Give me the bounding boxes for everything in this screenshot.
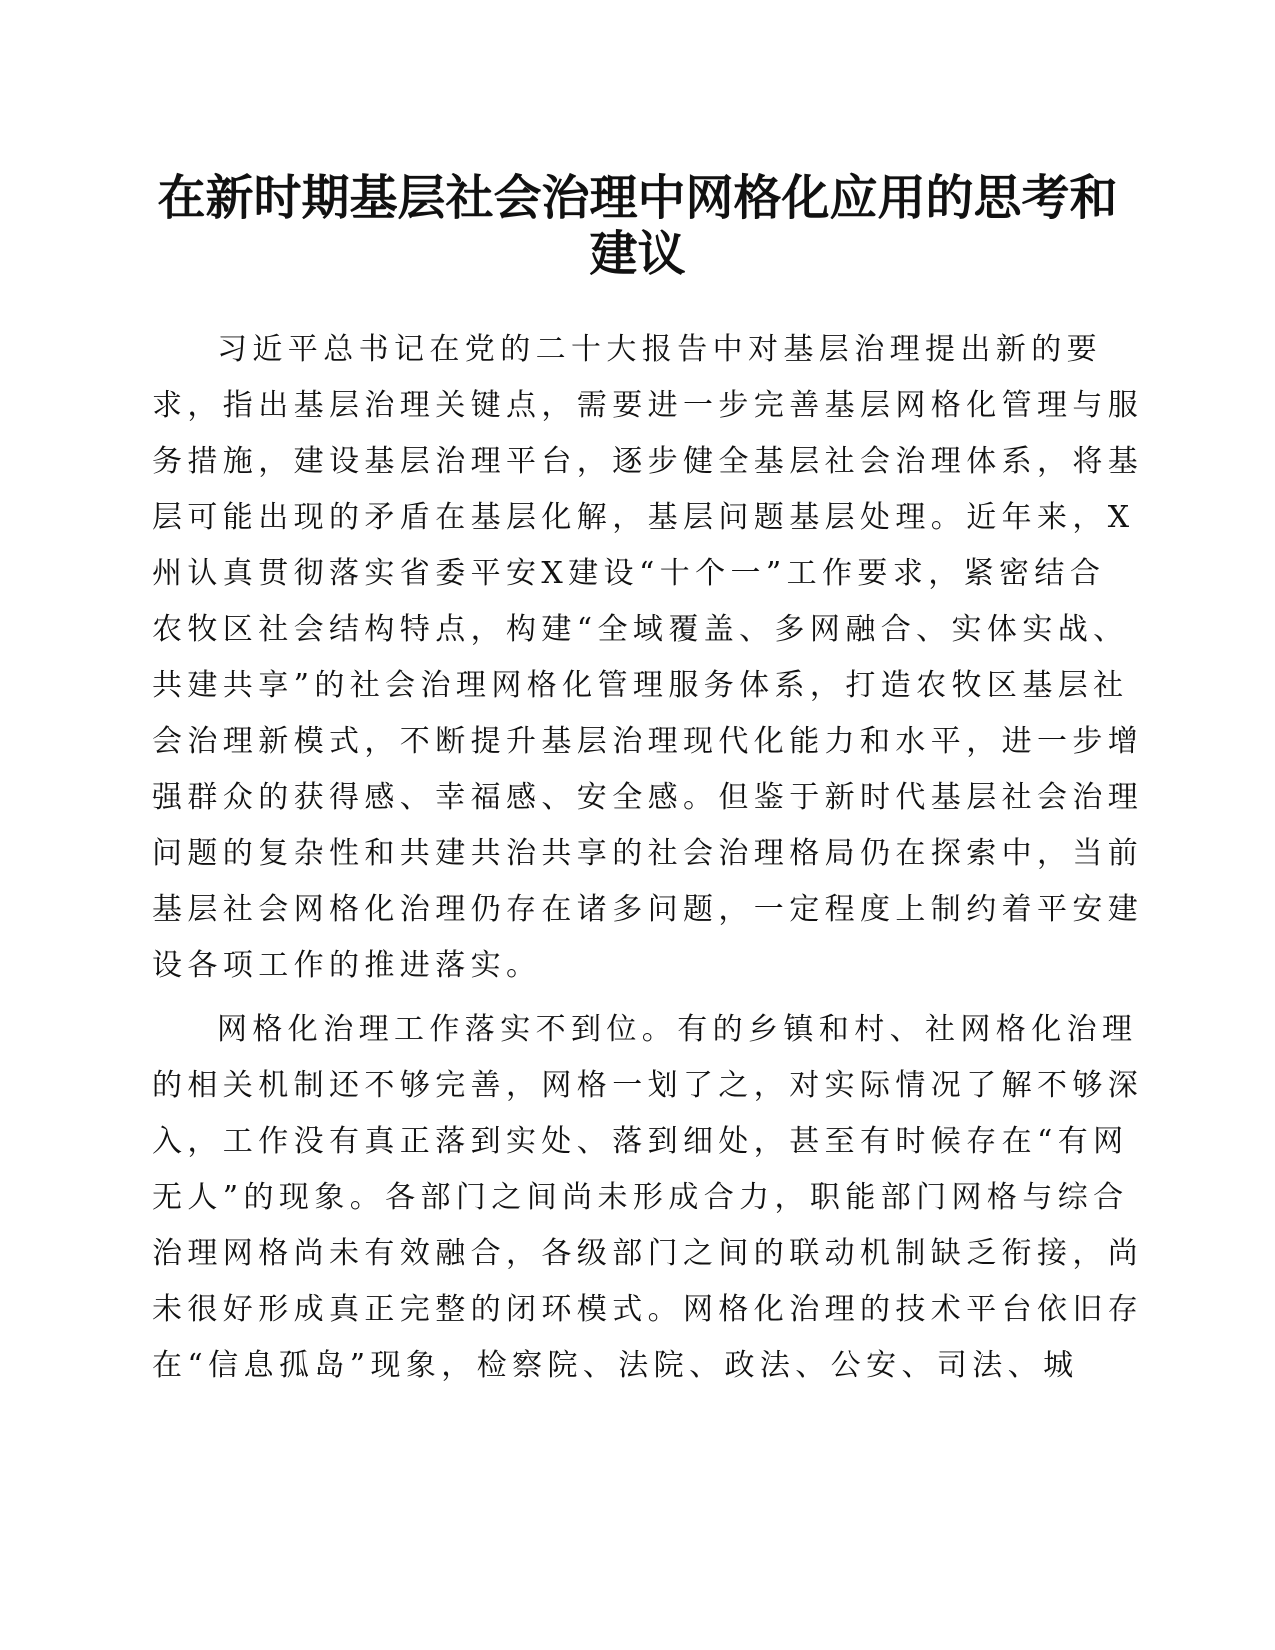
paragraph-intro xyxy=(152,322,1144,994)
text-line: 无人”的现象。各部门之间尚未形成合力，职能部门网格与综合 xyxy=(152,1180,1129,1215)
text-line: 会治理新模式，不断提升基层治理现代化能力和水平，进一步增 xyxy=(152,724,1144,759)
text-line: 治理网格尚未有效融合，各级部门之间的联动机制缺乏衔接，尚 xyxy=(152,1236,1144,1271)
text-line: 州认真贯彻落实省委平安X建设“十个一”工作要求，紧密结合 xyxy=(152,556,1106,591)
text-line: 层可能出现的矛盾在基层化解，基层问题基层处理。近年来，X xyxy=(152,500,1135,535)
text-line: 设各项工作的推进落实。 xyxy=(152,948,542,983)
text-line: 基层社会网格化治理仍存在诸多问题，一定程度上制约着平安建 xyxy=(152,892,1144,927)
text-line: 未很好形成真正完整的闭环模式。网格化治理的技术平台依旧存 xyxy=(152,1292,1144,1327)
text-line: 在“信息孤岛”现象，检察院、法院、政法、公安、司法、城 xyxy=(152,1348,1079,1383)
text-line: 共建共享”的社会治理网格化管理服务体系，打造农牧区基层社 xyxy=(152,668,1129,703)
text-line: 问题的复杂性和共建共治共享的社会治理格局仍在探索中，当前 xyxy=(152,836,1144,871)
title-line: 在新时期基层社会治理中网格化应用的思考和 xyxy=(157,170,1118,226)
text-line: 入，工作没有真正落到实处、落到细处，甚至有时候存在“有网 xyxy=(152,1124,1129,1159)
text-line: 的相关机制还不够完善，网格一划了之，对实际情况了解不够深 xyxy=(152,1068,1144,1103)
text-line: 求，指出基层治理关键点，需要进一步完善基层网格化管理与服 xyxy=(152,388,1144,423)
document-title xyxy=(150,170,1125,282)
title-line: 建议 xyxy=(589,226,686,282)
text-line: 强群众的获得感、幸福感、安全感。但鉴于新时代基层社会治理 xyxy=(152,780,1144,815)
text-line: 农牧区社会结构特点，构建“全域覆盖、多网融合、实体实战、 xyxy=(152,612,1129,647)
document-body xyxy=(152,322,1144,1394)
text-line: 网格化治理工作落实不到位。有的乡镇和村、社网格化治理 xyxy=(217,1012,1138,1047)
text-line: 习近平总书记在党的二十大报告中对基层治理提出新的要 xyxy=(217,332,1102,367)
text-line: 务措施，建设基层治理平台，逐步健全基层社会治理体系，将基 xyxy=(152,444,1144,479)
paragraph-grid-issues xyxy=(152,1002,1144,1394)
